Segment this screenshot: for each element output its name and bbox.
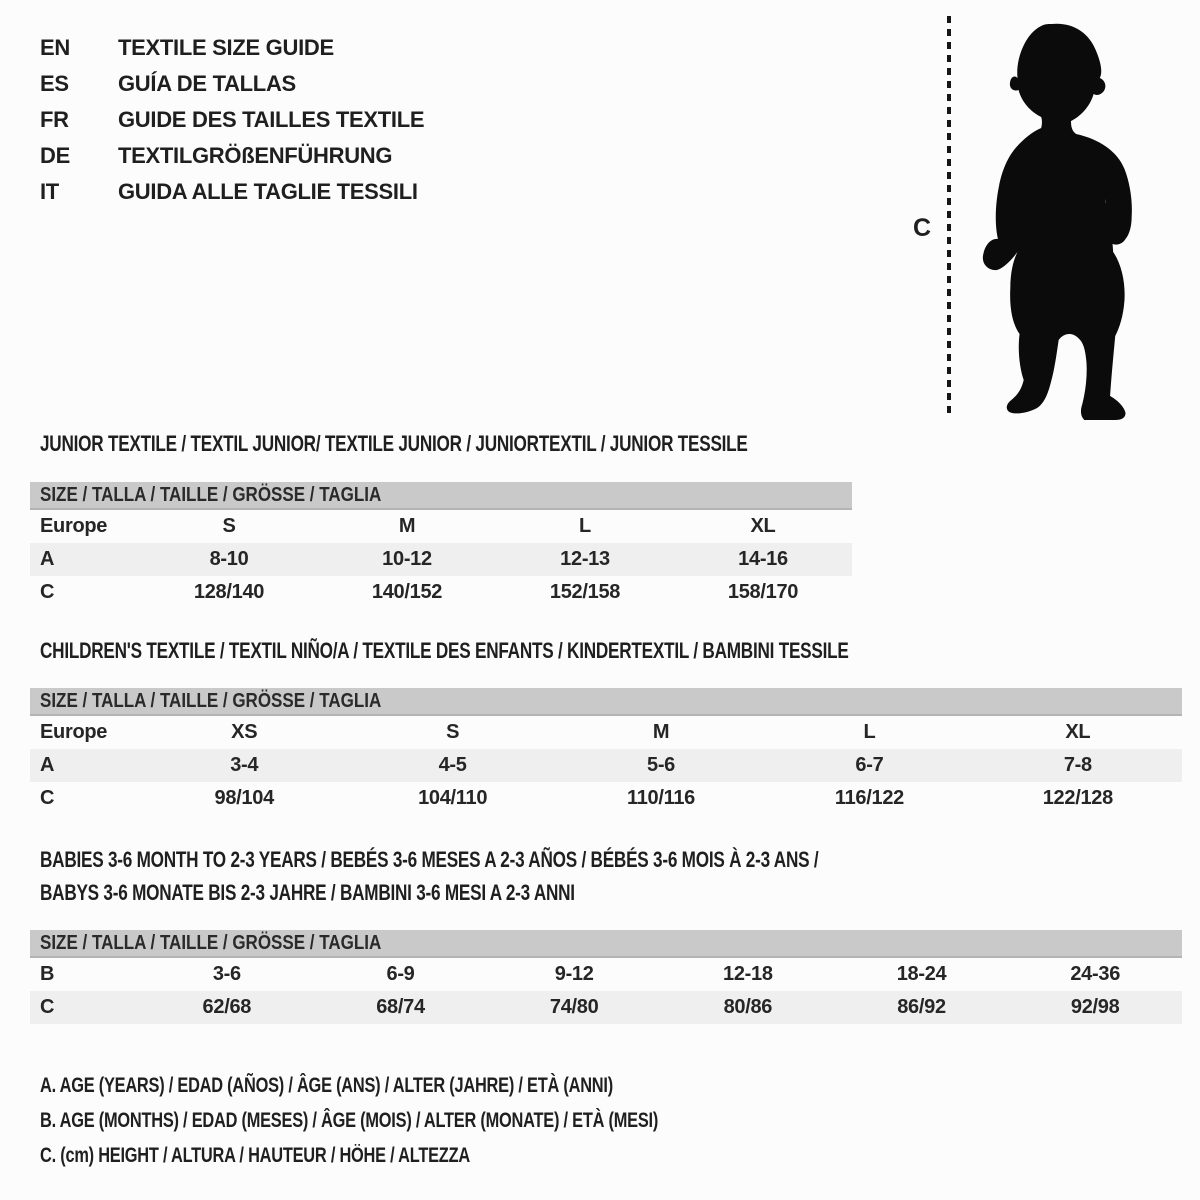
table-cell: M	[652, 721, 670, 743]
legend-line-a: A. AGE (YEARS) / EDAD (AÑOS) / ÂGE (ANS) / ALTER (JAHRE) / ETÀ (ANNI)	[40, 1074, 613, 1097]
row-label: A	[40, 548, 55, 570]
row-label: C	[40, 996, 55, 1018]
row-label: B	[40, 963, 55, 985]
size-header-text: SIZE / TALLA / TAILLE / GRÖSSE / TAGLIA	[40, 484, 382, 506]
measure-legend	[40, 1068, 832, 1173]
legend-line-c: C. (cm) HEIGHT / ALTURA / HAUTEUR / HÖHE / ALTEZZA	[40, 1144, 470, 1167]
table-cell: 6-7	[855, 754, 884, 776]
size-header-text: SIZE / TALLA / TAILLE / GRÖSSE / TAGLIA	[40, 690, 382, 712]
lang-label: TEXTILE SIZE GUIDE	[118, 35, 334, 60]
legend-line-b: B. AGE (MONTHS) / EDAD (MESES) / ÂGE (MOIS) / ALTER (MONATE) / ETÀ (MESI)	[40, 1109, 659, 1132]
table-row	[30, 991, 1182, 1024]
table-cell: 98/104	[214, 787, 274, 809]
table-cell: 116/122	[834, 787, 904, 809]
size-header-bar	[30, 688, 1182, 716]
table-cell: 5-6	[647, 754, 676, 776]
table-cell: 68/74	[376, 996, 425, 1018]
table-cell: 158/170	[727, 581, 799, 603]
row-label: A	[40, 754, 55, 776]
table-cell: 62/68	[202, 996, 252, 1018]
size-header-bar	[30, 930, 1182, 958]
table-cell: S	[222, 515, 236, 537]
lang-code: IT	[40, 179, 59, 204]
language-list	[40, 30, 424, 210]
table-cell: 8-10	[209, 548, 249, 570]
table-cell: L	[863, 721, 876, 743]
size-header-bar	[30, 482, 852, 510]
size-header-text: SIZE / TALLA / TAILLE / GRÖSSE / TAGLIA	[40, 932, 382, 954]
lang-label: GUÍA DE TALLAS	[118, 71, 296, 96]
lang-row-de	[40, 138, 424, 174]
table-row	[30, 958, 1182, 991]
table-cell: 140/152	[371, 581, 443, 603]
table-cell: M	[398, 515, 416, 537]
table-row	[30, 543, 852, 576]
babies-section-title-line2: BABYS 3-6 MONATE BIS 2-3 JAHRE / BAMBINI 3-6 MESI A 2-3 ANNI	[40, 880, 575, 905]
table-cell: 152/158	[549, 581, 621, 603]
table-cell: 80/86	[723, 996, 773, 1018]
babies-section-title-line1: BABIES 3-6 MONTH TO 2-3 YEARS / BEBÉS 3-6 MESES A 2-3 AÑOS / BÉBÉS 3-6 MOIS À 2-3 ANS /	[40, 847, 819, 872]
table-cell: 74/80	[549, 996, 599, 1018]
lang-code: ES	[40, 71, 69, 96]
table-cell: 3-6	[212, 963, 241, 985]
table-cell: 86/92	[897, 996, 946, 1018]
table-cell: 7-8	[1063, 754, 1092, 776]
lang-row-fr	[40, 102, 424, 138]
table-row	[30, 716, 1182, 749]
table-cell: 92/98	[1070, 996, 1120, 1018]
row-label: Europe	[40, 721, 108, 743]
children-section-title: CHILDREN'S TEXTILE / TEXTIL NIÑO/A / TEXTILE DES ENFANTS / KINDERTEXTIL / BAMBINI TESSILE	[40, 638, 849, 663]
table-cell: 12-13	[560, 548, 610, 570]
lang-label: TEXTILGRÖßENFÜHRUNG	[118, 143, 393, 168]
table-cell: S	[446, 721, 460, 743]
table-cell: 128/140	[193, 581, 265, 603]
lang-label: GUIDA ALLE TAGLIE TESSILI	[118, 179, 418, 204]
lang-code: DE	[40, 143, 70, 168]
row-label: C	[40, 787, 55, 809]
table-cell: L	[579, 515, 591, 537]
table-cell: 10-12	[382, 548, 432, 570]
lang-row-en	[40, 30, 424, 66]
table-cell: 104/110	[418, 787, 488, 809]
junior-size-table	[30, 482, 852, 609]
table-cell: 4-5	[438, 754, 467, 776]
row-label: Europe	[40, 515, 108, 537]
table-cell: 110/116	[627, 787, 696, 809]
row-label: C	[40, 581, 55, 603]
lang-row-es	[40, 66, 424, 102]
table-cell: 9-12	[554, 963, 594, 985]
table-cell: XL	[750, 515, 776, 537]
lang-row-it	[40, 174, 424, 210]
table-row	[30, 510, 852, 543]
table-cell: 18-24	[896, 963, 947, 985]
children-size-table	[30, 688, 1182, 815]
height-measure-label: C	[913, 214, 932, 242]
babies-size-table	[30, 930, 1182, 1024]
table-row	[30, 576, 852, 609]
table-row	[30, 782, 1182, 815]
table-row	[30, 749, 1182, 782]
junior-section-title: JUNIOR TEXTILE / TEXTIL JUNIOR/ TEXTILE JUNIOR / JUNIORTEXTIL / JUNIOR TESSILE	[40, 431, 748, 456]
lang-label: GUIDE DES TAILLES TEXTILE	[118, 107, 425, 132]
table-cell: 6-9	[386, 963, 415, 985]
table-cell: 14-16	[738, 548, 788, 570]
table-cell: 122/128	[1042, 787, 1113, 809]
lang-code: FR	[40, 107, 69, 132]
table-cell: XS	[231, 721, 258, 743]
table-cell: XL	[1065, 721, 1091, 743]
toddler-silhouette-image	[963, 20, 1143, 420]
table-cell: 12-18	[723, 963, 773, 985]
lang-code: EN	[40, 35, 70, 60]
height-measure-dashed-line	[947, 16, 951, 418]
table-cell: 3-4	[230, 754, 259, 776]
table-cell: 24-36	[1070, 963, 1121, 985]
